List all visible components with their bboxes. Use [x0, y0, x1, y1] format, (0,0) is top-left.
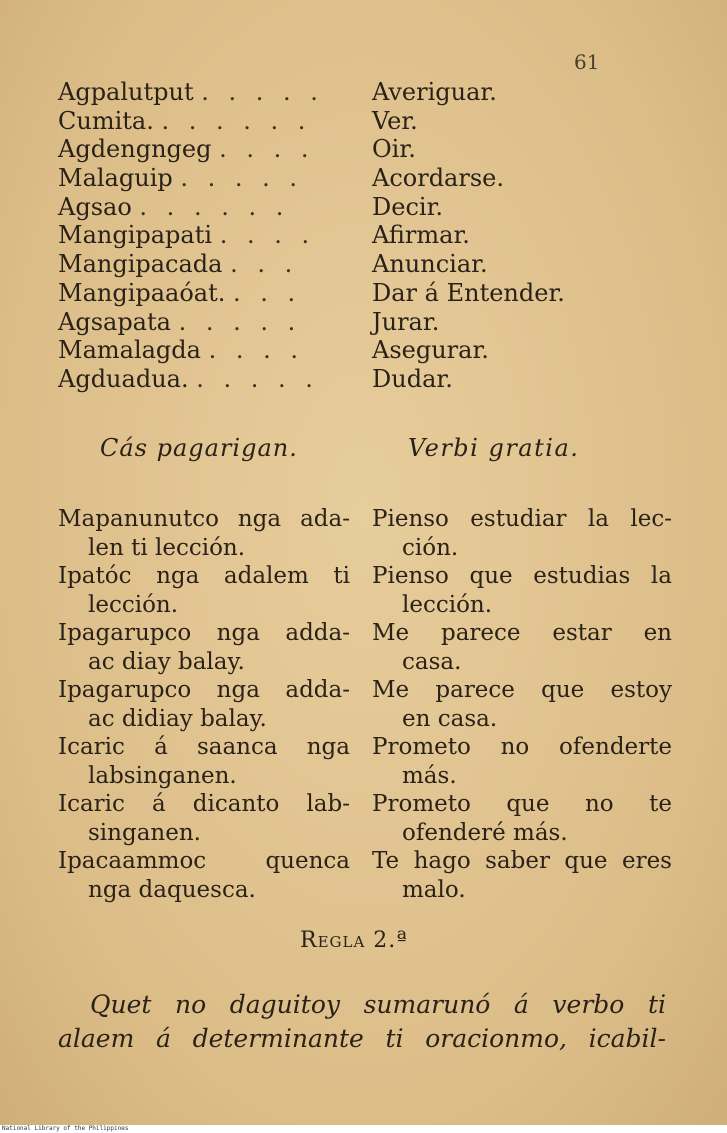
rule-paragraph [58, 988, 666, 1056]
vocab-term: Agduadua. [58, 364, 189, 393]
example-spanish [372, 619, 672, 676]
vocab-row [58, 221, 678, 250]
example-line: Te hago saber que eres [372, 848, 672, 874]
vocab-translation: Anunciar. [372, 250, 488, 279]
vocab-row [58, 365, 678, 394]
example-ilocano [58, 733, 350, 790]
example-spanish [372, 562, 672, 619]
example-pair [58, 562, 678, 619]
vocab-term: Agpalutput [58, 78, 194, 106]
example-pair [58, 847, 678, 904]
vocab-translation: Ver. [372, 106, 418, 135]
example-pair [58, 619, 678, 676]
leader-dots: . . . . [219, 135, 315, 164]
leader-dots: . . . . . [201, 78, 324, 106]
example-line: ción. [402, 534, 459, 561]
vocab-row [58, 78, 678, 107]
example-ilocano [58, 847, 350, 904]
example-line: ac didiay balay. [88, 705, 267, 732]
leader-dots: . . . [230, 250, 299, 279]
vocab-term: Mamalagda [58, 336, 201, 365]
vocab-translation: Acordarse. [372, 164, 504, 193]
example-line: ac diay balay. [88, 648, 245, 675]
example-spanish [372, 847, 672, 904]
subheading-examples-ilocano: Cás pagarigan. [100, 434, 298, 462]
example-line: Pienso estudiar la lec- [372, 506, 672, 532]
example-line: lección. [88, 591, 179, 618]
vocab-translation: Oir. [372, 135, 416, 164]
example-line: Me parece estar en [372, 620, 672, 646]
example-line: malo. [402, 876, 466, 903]
leader-dots: . . . . . . [161, 106, 312, 135]
leader-dots: . . . . . [180, 164, 304, 193]
example-line: Icaric á saanca nga [58, 734, 350, 760]
vocab-term: Agsao [58, 192, 132, 221]
vocabulary-list [58, 78, 678, 394]
example-sentences [58, 505, 678, 904]
vocab-row [58, 164, 678, 193]
example-line: lección. [402, 591, 493, 618]
example-line: Ipagarupco nga adda- [58, 620, 350, 646]
vocab-term: Agsapata [58, 307, 171, 336]
example-line: Ipatóc nga adalem ti [58, 563, 350, 589]
example-line: en casa. [402, 705, 498, 732]
example-pair [58, 733, 678, 790]
vocab-term: Cumita. [58, 106, 154, 135]
leader-dots: . . . . [219, 221, 316, 250]
vocab-term: Mangipapati [58, 221, 213, 250]
leader-dots: . . . [233, 278, 302, 307]
paragraph-line: Quet no daguitoy sumarunó á verbo ti [90, 990, 666, 1019]
subheading-examples-spanish: Verbi gratia. [408, 434, 580, 462]
vocab-term: Agdengngeg [58, 135, 212, 164]
vocab-row [58, 308, 678, 337]
vocab-translation: Averiguar. [372, 78, 497, 106]
example-line: Prometo que no te [372, 791, 672, 817]
vocab-row [58, 135, 678, 164]
vocab-row [58, 107, 678, 136]
leader-dots: . . . . [208, 336, 305, 365]
example-line: singanen. [88, 819, 201, 846]
library-footer: National Library of the Philippines [0, 1125, 727, 1133]
example-line: ofenderé más. [402, 819, 568, 846]
leader-dots: . . . . . . [139, 192, 290, 221]
vocab-row [58, 250, 678, 279]
leader-dots: . . . . . [196, 364, 319, 393]
example-line: Icaric á dicanto lab- [58, 791, 350, 817]
vocab-row [58, 279, 678, 308]
example-line: Prometo no ofenderte [372, 734, 672, 760]
vocab-row [58, 193, 678, 222]
example-spanish [372, 676, 672, 733]
vocab-translation: Dar á Entender. [372, 278, 565, 307]
example-line: Mapanunutco nga ada- [58, 506, 350, 532]
example-ilocano [58, 562, 350, 619]
example-spanish [372, 505, 672, 562]
example-line: Pienso que estudias la [372, 563, 672, 589]
example-ilocano [58, 619, 350, 676]
rule-heading: Regla 2.ª [300, 928, 408, 953]
example-ilocano [58, 505, 350, 562]
example-pair [58, 790, 678, 847]
leader-dots: . . . . . [178, 307, 302, 336]
vocab-term: Malaguip [58, 164, 173, 193]
vocab-term: Mangipacada [58, 250, 223, 279]
example-line: más. [402, 762, 457, 789]
example-line: casa. [402, 648, 462, 675]
example-line: len ti lección. [88, 534, 246, 561]
example-spanish [372, 733, 672, 790]
example-ilocano [58, 790, 350, 847]
example-line: Ipacaammoc quenca [58, 848, 350, 874]
vocab-translation: Dudar. [372, 364, 453, 393]
example-line: Ipagarupco nga adda- [58, 677, 350, 703]
vocab-translation: Afirmar. [372, 221, 470, 250]
vocab-row [58, 336, 678, 365]
example-ilocano [58, 676, 350, 733]
paragraph-line: alaem á determinante ti oracionmo, icabil- [58, 1024, 666, 1053]
vocab-translation: Asegurar. [372, 336, 489, 365]
example-pair [58, 676, 678, 733]
example-pair [58, 505, 678, 562]
vocab-translation: Decir. [372, 192, 444, 221]
page-number: 61 [574, 50, 600, 74]
example-line: labsinganen. [88, 762, 237, 789]
example-line: nga daquesca. [88, 876, 256, 903]
vocab-translation: Jurar. [372, 307, 440, 336]
example-spanish [372, 790, 672, 847]
vocab-term: Mangipaaóat. [58, 278, 226, 307]
example-line: Me parece que estoy [372, 677, 672, 703]
